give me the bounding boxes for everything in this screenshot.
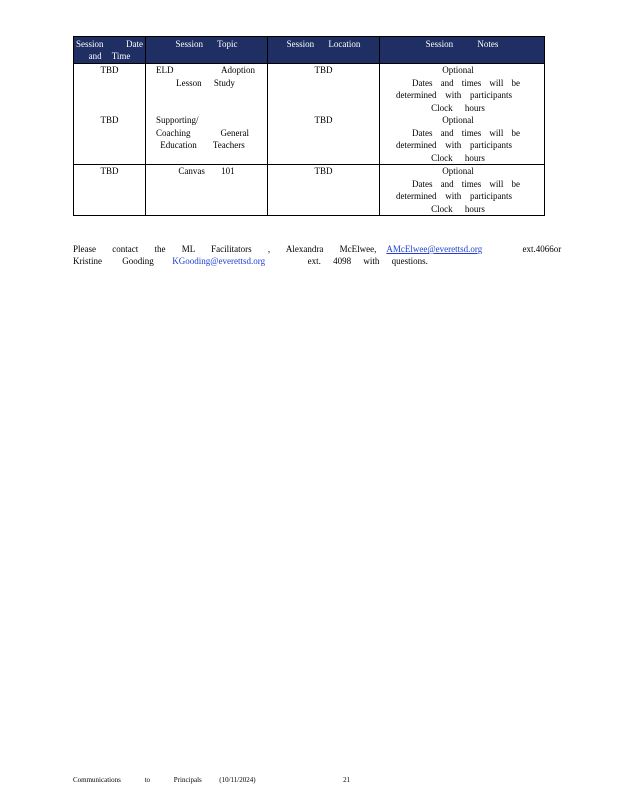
row-location — [268, 165, 380, 216]
row-location — [268, 114, 380, 165]
header-session-topic: Session Topic — [146, 37, 268, 64]
row-notes-line1: Dates and times will be — [412, 77, 520, 88]
footer-date: (10/11/2024) — [219, 776, 256, 784]
row-notes — [380, 114, 545, 165]
row-topic-text: Supporting/ Coaching General Education Teachers — [156, 115, 249, 150]
row-topic-text: ELD Adoption Lesson Study — [156, 65, 255, 88]
header-session-date: Session Date and Time — [74, 37, 146, 64]
row-notes-optional: Optional — [442, 65, 474, 75]
row-date-text: TBD — [100, 65, 119, 75]
table-row — [74, 165, 545, 216]
row-location-text: TBD — [314, 166, 333, 176]
contact-line-1 — [73, 243, 562, 255]
row-date — [74, 114, 146, 165]
email-link-kgooding[interactable]: KGooding@everettsd.org — [172, 256, 266, 266]
page-footer — [73, 776, 350, 785]
row-topic-text: Canvas 101 — [178, 166, 235, 176]
row-notes-line3: Clock hours — [431, 203, 485, 214]
row-notes-optional: Optional — [442, 166, 474, 176]
row-date — [74, 64, 146, 115]
contact-line-2 — [73, 255, 543, 267]
table-row — [74, 64, 545, 115]
contact-ext1: ext.4066or — [522, 244, 562, 254]
footer-title: Communications to Principals — [73, 776, 202, 784]
footer-page-number: 21 — [343, 776, 351, 784]
row-topic — [146, 64, 268, 115]
row-notes-line1: Dates and times will be — [412, 127, 520, 138]
row-notes-line2: determined with participants — [396, 191, 512, 201]
header-session-location: Session Location — [268, 37, 380, 64]
row-notes-line2: determined with participants — [396, 90, 512, 100]
contact-paragraph — [73, 243, 562, 267]
row-date-text: TBD — [100, 166, 119, 176]
table-header-row — [74, 37, 545, 64]
row-notes — [380, 64, 545, 115]
row-location-text: TBD — [314, 65, 333, 75]
contact-name2: Kristine Gooding — [73, 256, 154, 266]
row-notes-block — [382, 114, 542, 164]
sessions-table — [73, 36, 545, 216]
row-date-text: TBD — [100, 115, 119, 125]
row-notes-line2: determined with participants — [396, 140, 512, 150]
row-location-text: TBD — [314, 115, 333, 125]
row-date — [74, 165, 146, 216]
row-location — [268, 64, 380, 115]
row-notes-block — [382, 64, 542, 114]
contact-suffix: ext. 4098 with questions. — [307, 256, 428, 266]
table-row — [74, 114, 545, 165]
row-notes-line3: Clock hours — [431, 102, 485, 113]
row-topic — [146, 114, 268, 165]
row-notes-block — [382, 165, 542, 215]
row-notes-line3: Clock hours — [431, 152, 485, 163]
email-link-amcelwee[interactable]: AMcElwee@everettsd.org — [386, 244, 483, 254]
header-session-notes: Session Notes — [380, 37, 545, 64]
row-notes-line1: Dates and times will be — [412, 178, 520, 189]
contact-prefix: Please contact the ML Facilitators , Alexandra McElwee, — [73, 244, 377, 254]
row-topic — [146, 165, 268, 216]
row-notes-optional: Optional — [442, 115, 474, 125]
row-notes — [380, 165, 545, 216]
